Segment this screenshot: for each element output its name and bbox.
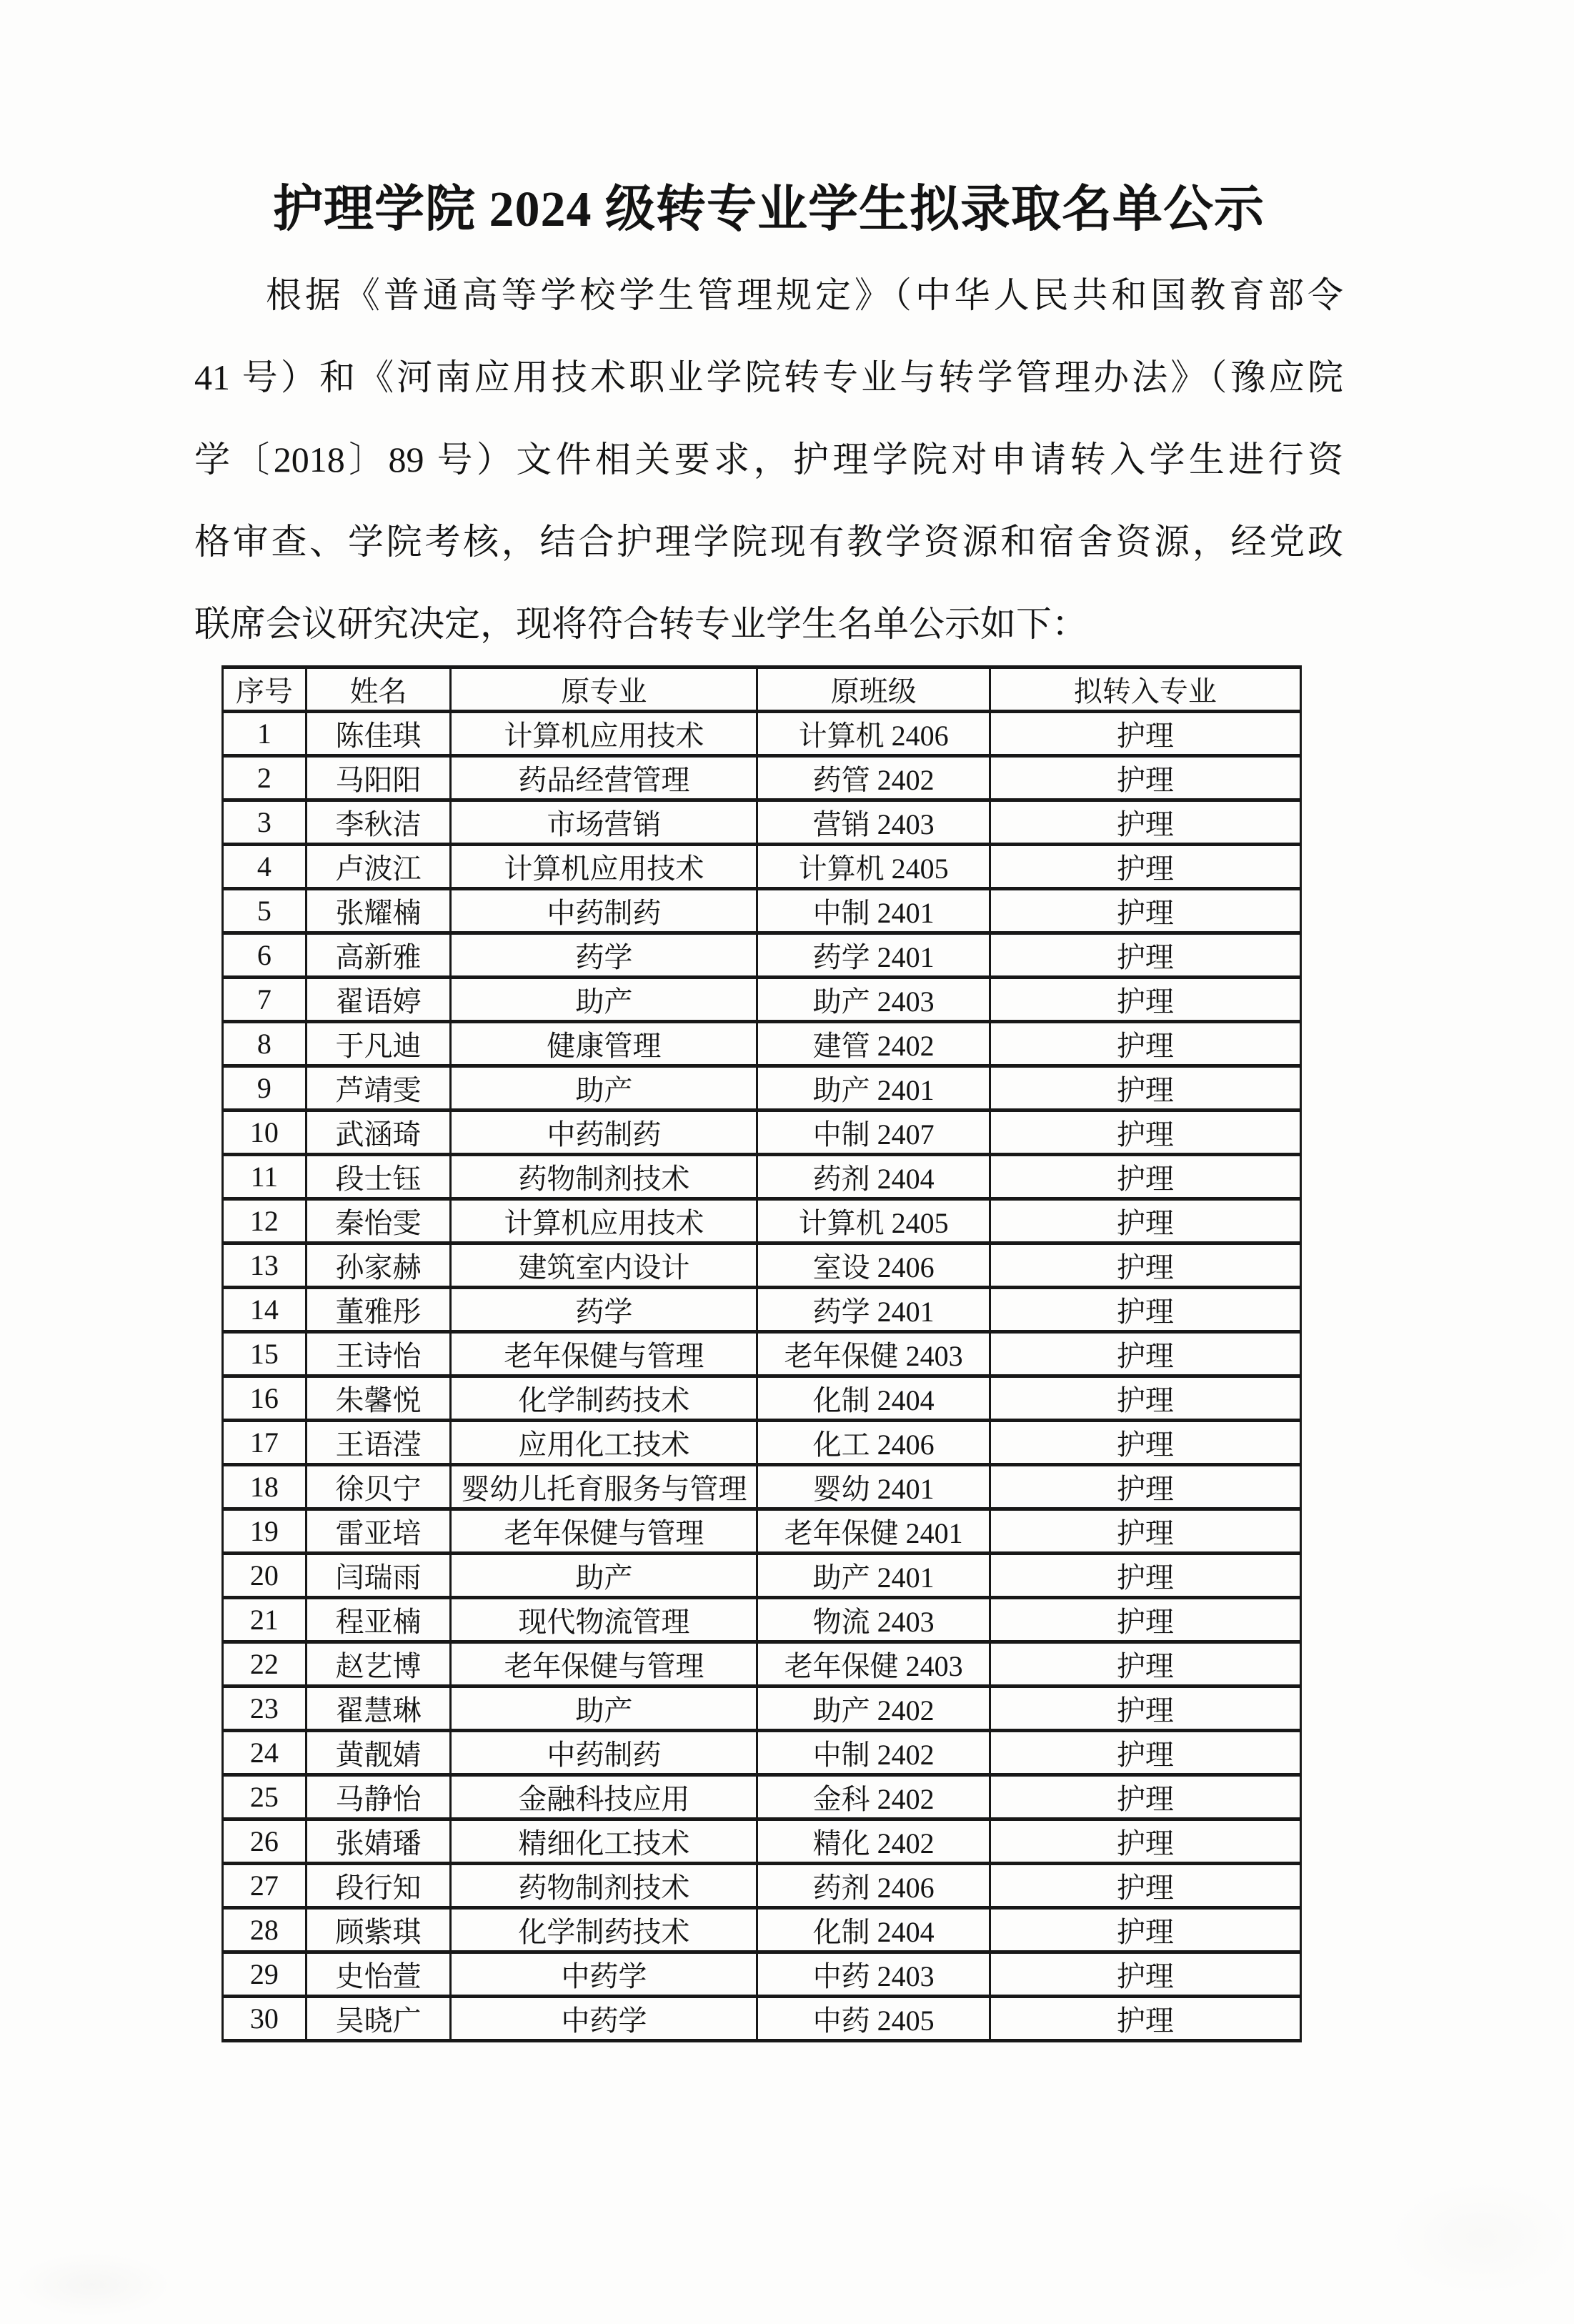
cell-target-major: 护理 — [990, 756, 1300, 800]
col-header-target-major: 拟转入专业 — [990, 667, 1300, 712]
cell-target-major: 护理 — [990, 1554, 1300, 1598]
cell-name: 王语滢 — [306, 1421, 451, 1465]
cell-orig-class: 药管 2402 — [757, 756, 990, 800]
cell-target-major: 护理 — [990, 1864, 1300, 1908]
cell-target-major: 护理 — [990, 1199, 1300, 1243]
cell-index: 4 — [223, 845, 307, 889]
cell-index: 13 — [223, 1243, 307, 1288]
table-body — [223, 712, 1301, 2041]
scan-smudge — [14, 2253, 171, 2317]
cell-index: 19 — [223, 1509, 307, 1554]
cell-name: 卢波江 — [306, 845, 451, 889]
cell-target-major: 护理 — [990, 1111, 1300, 1155]
cell-orig-class: 金科 2402 — [757, 1775, 990, 1819]
col-header-index: 序号 — [223, 667, 307, 712]
cell-orig-major: 老年保健与管理 — [451, 1332, 757, 1376]
cell-target-major: 护理 — [990, 1819, 1300, 1864]
cell-orig-class: 药学 2401 — [757, 933, 990, 978]
paragraph-line: 根据《普通高等学校学生管理规定》（中华人民共和国教育部令 — [266, 275, 1343, 315]
cell-orig-major: 计算机应用技术 — [451, 1199, 757, 1243]
table-row — [223, 1509, 1301, 1554]
cell-name: 程亚楠 — [306, 1598, 451, 1642]
cell-index: 22 — [223, 1642, 307, 1687]
cell-orig-major: 中药学 — [451, 1997, 757, 2041]
cell-name: 赵艺博 — [306, 1642, 451, 1687]
cell-orig-class: 化工 2406 — [757, 1421, 990, 1465]
cell-name: 顾紫琪 — [306, 1908, 451, 1952]
cell-orig-class: 精化 2402 — [757, 1819, 990, 1864]
cell-orig-class: 建管 2402 — [757, 1022, 990, 1066]
cell-orig-major: 老年保健与管理 — [451, 1642, 757, 1687]
cell-index: 28 — [223, 1908, 307, 1952]
cell-orig-class: 计算机 2406 — [757, 712, 990, 756]
cell-orig-major: 计算机应用技术 — [451, 845, 757, 889]
cell-orig-major: 婴幼儿托育服务与管理 — [451, 1465, 757, 1509]
table-row — [223, 1111, 1301, 1155]
cell-orig-class: 助产 2402 — [757, 1687, 990, 1731]
intro-paragraph — [194, 254, 1343, 665]
cell-orig-class: 助产 2401 — [757, 1554, 990, 1598]
cell-index: 7 — [223, 978, 307, 1022]
cell-index: 1 — [223, 712, 307, 756]
cell-name: 陈佳琪 — [306, 712, 451, 756]
cell-index: 3 — [223, 800, 307, 845]
cell-name: 闫瑞雨 — [306, 1554, 451, 1598]
cell-index: 14 — [223, 1288, 307, 1332]
cell-name: 张耀楠 — [306, 889, 451, 933]
cell-name: 雷亚培 — [306, 1509, 451, 1554]
cell-orig-major: 化学制药技术 — [451, 1376, 757, 1421]
cell-orig-major: 中药学 — [451, 1952, 757, 1997]
table-row — [223, 1687, 1301, 1731]
document-page — [0, 180, 1574, 2324]
cell-name: 马阳阳 — [306, 756, 451, 800]
cell-orig-major: 助产 — [451, 978, 757, 1022]
cell-orig-major: 药物制剂技术 — [451, 1155, 757, 1199]
table-row — [223, 800, 1301, 845]
cell-target-major: 护理 — [990, 1022, 1300, 1066]
cell-index: 16 — [223, 1376, 307, 1421]
cell-orig-class: 中制 2401 — [757, 889, 990, 933]
cell-index: 9 — [223, 1066, 307, 1111]
cell-name: 董雅彤 — [306, 1288, 451, 1332]
table-row — [223, 933, 1301, 978]
cell-index: 30 — [223, 1997, 307, 2041]
cell-name: 王诗怡 — [306, 1332, 451, 1376]
cell-index: 10 — [223, 1111, 307, 1155]
col-header-orig-class: 原班级 — [757, 667, 990, 712]
table-row — [223, 1997, 1301, 2041]
cell-orig-class: 老年保健 2401 — [757, 1509, 990, 1554]
cell-index: 12 — [223, 1199, 307, 1243]
cell-target-major: 护理 — [990, 1288, 1300, 1332]
cell-index: 11 — [223, 1155, 307, 1199]
cell-orig-major: 计算机应用技术 — [451, 712, 757, 756]
cell-name: 张婧璠 — [306, 1819, 451, 1864]
table-row — [223, 889, 1301, 933]
cell-index: 17 — [223, 1421, 307, 1465]
document-title: 护理学院 2024 级转专业学生拟录取名单公示 — [273, 182, 1265, 237]
cell-index: 18 — [223, 1465, 307, 1509]
cell-target-major: 护理 — [990, 1376, 1300, 1421]
cell-target-major: 护理 — [990, 978, 1300, 1022]
table-row — [223, 1908, 1301, 1952]
cell-orig-class: 中药 2403 — [757, 1952, 990, 1997]
cell-target-major: 护理 — [990, 889, 1300, 933]
cell-index: 8 — [223, 1022, 307, 1066]
cell-name: 马静怡 — [306, 1775, 451, 1819]
cell-orig-class: 助产 2401 — [757, 1066, 990, 1111]
cell-orig-class: 中药 2405 — [757, 1997, 990, 2041]
cell-orig-major: 现代物流管理 — [451, 1598, 757, 1642]
table-header-row — [223, 667, 1301, 712]
cell-orig-class: 营销 2403 — [757, 800, 990, 845]
table-row — [223, 1554, 1301, 1598]
cell-name: 史怡萱 — [306, 1952, 451, 1997]
col-header-name: 姓名 — [306, 667, 451, 712]
cell-name: 孙家赫 — [306, 1243, 451, 1288]
table-row — [223, 1465, 1301, 1509]
cell-name: 徐贝宁 — [306, 1465, 451, 1509]
table-row — [223, 1066, 1301, 1111]
table-row — [223, 756, 1301, 800]
col-header-orig-major: 原专业 — [451, 667, 757, 712]
table-head — [223, 667, 1301, 712]
cell-orig-major: 建筑室内设计 — [451, 1243, 757, 1288]
cell-target-major: 护理 — [990, 1687, 1300, 1731]
cell-orig-class: 老年保健 2403 — [757, 1332, 990, 1376]
cell-orig-major: 老年保健与管理 — [451, 1509, 757, 1554]
table-row — [223, 1864, 1301, 1908]
cell-index: 20 — [223, 1554, 307, 1598]
cell-index: 29 — [223, 1952, 307, 1997]
cell-orig-major: 药学 — [451, 933, 757, 978]
cell-index: 24 — [223, 1731, 307, 1775]
cell-name: 段行知 — [306, 1864, 451, 1908]
cell-orig-major: 市场营销 — [451, 800, 757, 845]
cell-target-major: 护理 — [990, 800, 1300, 845]
cell-orig-class: 化制 2404 — [757, 1908, 990, 1952]
cell-target-major: 护理 — [990, 1066, 1300, 1111]
cell-name: 于凡迪 — [306, 1022, 451, 1066]
table-row — [223, 712, 1301, 756]
cell-orig-major: 药物制剂技术 — [451, 1864, 757, 1908]
cell-index: 15 — [223, 1332, 307, 1376]
scan-smudge — [1388, 2181, 1574, 2295]
table-row — [223, 1243, 1301, 1288]
cell-orig-major: 中药制药 — [451, 889, 757, 933]
cell-orig-major: 化学制药技术 — [451, 1908, 757, 1952]
table-row — [223, 978, 1301, 1022]
table-row — [223, 1952, 1301, 1997]
cell-index: 5 — [223, 889, 307, 933]
table-row — [223, 1155, 1301, 1199]
cell-target-major: 护理 — [990, 1598, 1300, 1642]
cell-index: 26 — [223, 1819, 307, 1864]
paragraph-line: 学〔2018〕89 号）文件相关要求，护理学院对申请转入学生进行资 — [194, 440, 1343, 480]
cell-index: 25 — [223, 1775, 307, 1819]
cell-index: 6 — [223, 933, 307, 978]
cell-orig-class: 婴幼 2401 — [757, 1465, 990, 1509]
cell-name: 段士钰 — [306, 1155, 451, 1199]
table-row — [223, 1199, 1301, 1243]
cell-orig-major: 健康管理 — [451, 1022, 757, 1066]
cell-target-major: 护理 — [990, 1952, 1300, 1997]
cell-name: 吴晓广 — [306, 1997, 451, 2041]
table-row — [223, 1421, 1301, 1465]
table-row — [223, 1022, 1301, 1066]
paragraph-line: 41 号）和《河南应用技术职业学院转专业与转学管理办法》（豫应院 — [194, 357, 1343, 397]
table-row — [223, 1598, 1301, 1642]
cell-target-major: 护理 — [990, 845, 1300, 889]
cell-orig-major: 药学 — [451, 1288, 757, 1332]
cell-orig-major: 应用化工技术 — [451, 1421, 757, 1465]
cell-orig-class: 计算机 2405 — [757, 1199, 990, 1243]
cell-target-major: 护理 — [990, 1509, 1300, 1554]
table-row — [223, 1332, 1301, 1376]
cell-target-major: 护理 — [990, 1775, 1300, 1819]
cell-orig-major: 助产 — [451, 1554, 757, 1598]
cell-name: 黄靓婧 — [306, 1731, 451, 1775]
cell-name: 武涵琦 — [306, 1111, 451, 1155]
table-row — [223, 1775, 1301, 1819]
table-row — [223, 1288, 1301, 1332]
cell-target-major: 护理 — [990, 933, 1300, 978]
table-row — [223, 845, 1301, 889]
table-row — [223, 1819, 1301, 1864]
table-row — [223, 1376, 1301, 1421]
cell-index: 2 — [223, 756, 307, 800]
cell-target-major: 护理 — [990, 1465, 1300, 1509]
cell-orig-class: 中制 2407 — [757, 1111, 990, 1155]
cell-name: 秦怡雯 — [306, 1199, 451, 1243]
cell-orig-class: 中制 2402 — [757, 1731, 990, 1775]
cell-orig-major: 助产 — [451, 1066, 757, 1111]
cell-orig-major: 助产 — [451, 1687, 757, 1731]
cell-orig-class: 药学 2401 — [757, 1288, 990, 1332]
cell-target-major: 护理 — [990, 1731, 1300, 1775]
cell-orig-class: 计算机 2405 — [757, 845, 990, 889]
cell-name: 高新雅 — [306, 933, 451, 978]
cell-orig-class: 药剂 2406 — [757, 1864, 990, 1908]
cell-target-major: 护理 — [990, 1155, 1300, 1199]
cell-orig-major: 中药制药 — [451, 1111, 757, 1155]
table-row — [223, 1731, 1301, 1775]
cell-target-major: 护理 — [990, 1642, 1300, 1687]
cell-orig-class: 老年保健 2403 — [757, 1642, 990, 1687]
paragraph-line: 格审查、学院考核，结合护理学院现有教学资源和宿舍资源，经党政 — [194, 522, 1343, 562]
cell-name: 李秋洁 — [306, 800, 451, 845]
cell-orig-class: 物流 2403 — [757, 1598, 990, 1642]
cell-orig-major: 药品经营管理 — [451, 756, 757, 800]
cell-target-major: 护理 — [990, 1997, 1300, 2041]
cell-target-major: 护理 — [990, 1421, 1300, 1465]
cell-target-major: 护理 — [990, 1243, 1300, 1288]
table-row — [223, 1642, 1301, 1687]
cell-name: 芦靖雯 — [306, 1066, 451, 1111]
transfer-roster-table — [221, 665, 1302, 2042]
cell-target-major: 护理 — [990, 1908, 1300, 1952]
cell-index: 27 — [223, 1864, 307, 1908]
cell-index: 23 — [223, 1687, 307, 1731]
cell-name: 翟语婷 — [306, 978, 451, 1022]
cell-name: 翟慧琳 — [306, 1687, 451, 1731]
cell-orig-class: 药剂 2404 — [757, 1155, 990, 1199]
cell-target-major: 护理 — [990, 1332, 1300, 1376]
paragraph-line: 联席会议研究决定，现将符合转专业学生名单公示如下： — [194, 604, 1087, 644]
cell-name: 朱馨悦 — [306, 1376, 451, 1421]
cell-target-major: 护理 — [990, 712, 1300, 756]
cell-orig-major: 精细化工技术 — [451, 1819, 757, 1864]
cell-orig-class: 助产 2403 — [757, 978, 990, 1022]
cell-orig-major: 金融科技应用 — [451, 1775, 757, 1819]
cell-orig-major: 中药制药 — [451, 1731, 757, 1775]
cell-orig-class: 室设 2406 — [757, 1243, 990, 1288]
cell-orig-class: 化制 2404 — [757, 1376, 990, 1421]
cell-index: 21 — [223, 1598, 307, 1642]
